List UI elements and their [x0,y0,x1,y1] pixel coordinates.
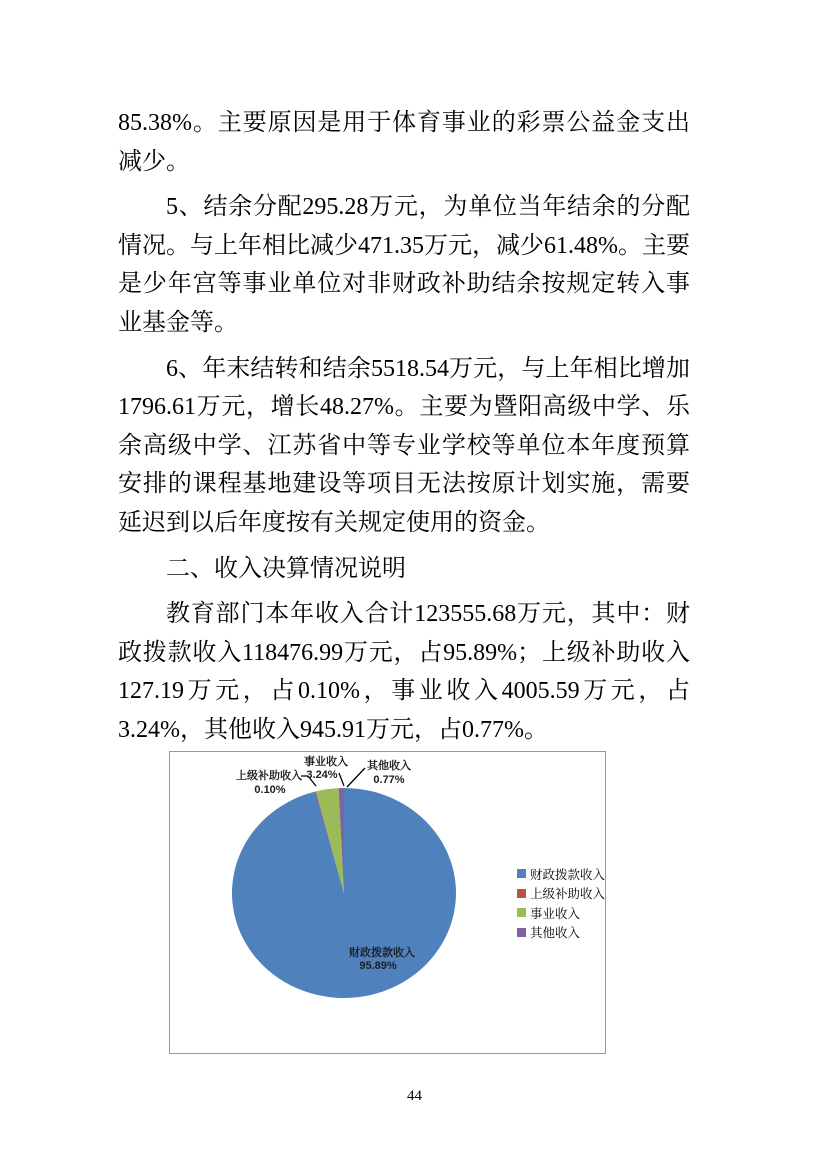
leader-line-shiye [339,773,344,786]
legend-item-上级补助收入 [517,884,605,904]
pie-label-value-2: 0.10% [254,784,286,796]
paragraph-item-5: 5、结余分配295.28万元，为单位当年结余的分配情况。与上年相比减少471.35万元，减少61.48%。主要是少年宫等事业单位对非财政补助结余按规定转入事业基金等。 [118,194,690,336]
legend-item-财政拨款收入 [517,864,605,884]
legend-color-swatch-icon [517,908,526,917]
paragraph-continuation: 85.38%。主要原因是用于体育事业的彩票公益金支出减少。 [118,110,690,175]
pie-label-value-1: 95.89% [359,960,397,972]
legend-item-事业收入 [517,903,605,923]
body-text [118,104,690,757]
pie-label-value-3: 3.24% [306,769,338,781]
pie-label-name-1: 财政拨款收入 [349,947,415,959]
legend-color-swatch-icon [517,889,526,898]
leader-line-qita [347,768,365,787]
legend-label: 其他收入 [530,926,581,941]
section-heading-income: 二、收入决算情况说明 [166,555,406,582]
legend-color-swatch-icon [517,869,526,878]
pie-label-value-4: 0.77% [373,774,405,786]
legend-label: 上级补助收入 [530,887,606,902]
pie-label-name-3: 事业收入 [304,756,348,768]
paragraph-income-summary: 教育部门本年收入合计123555.68万元，其中：财政拨款收入118476.99万元，占95.89%；上级补助收入127.19万元，占0.10%，事业收入4005.59万元，占3.24%，其他收入945.91万元，占0.77%。 [118,601,690,743]
legend-color-swatch-icon [517,928,526,937]
page-number: 44 [407,1088,422,1104]
chart-legend [517,864,605,942]
legend-item-其他收入 [517,923,605,943]
paragraph-item-6: 6、年末结转和结余5518.54万元，与上年相比增加1796.61万元，增长48.27%。主要为暨阳高级中学、乐余高级中学、江苏省中等专业学校等单位本年度预算安排的课程基地建设等项目无法按原计划实施，需要延迟到以后年度按有关规定使用的资金。 [118,355,690,536]
legend-label: 财政拨款收入 [530,867,606,882]
legend-label: 事业收入 [530,906,581,921]
pie-label-name-4: 其他收入 [367,760,411,772]
income-structure-pie-chart [169,751,606,1054]
pie-label-name-2: 上级补助收入 [236,770,302,782]
